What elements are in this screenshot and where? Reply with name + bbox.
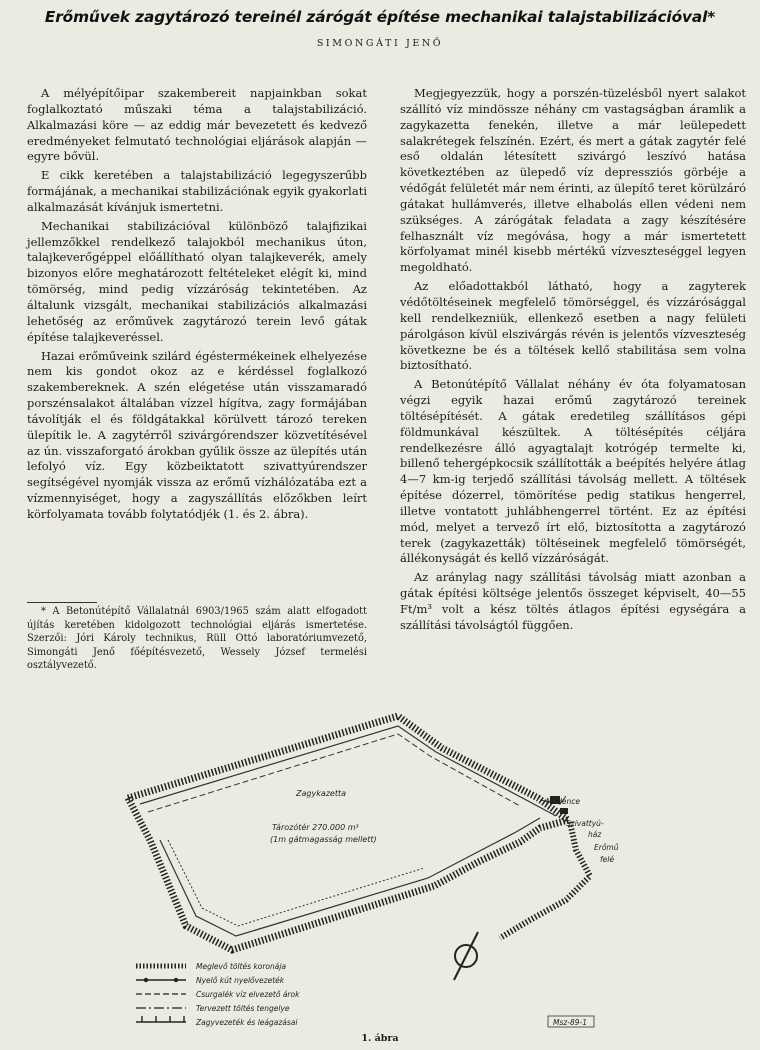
legend-item: Tervezett töltés tengelye (196, 1004, 290, 1013)
footnote-text: * A Betonútépítő Vállalatnál 6903/1965 szám alatt elfogadott újítás keretében kidolgozott technológiai eljárás ismertetése. Szerzői: Jóri Károly technikus, Rüll Ottó laboratóriumvezető, Simongáti Jenő főépítésvezető, Wessely József termelési osztályvezető. (27, 606, 367, 672)
north-arrow-icon (454, 932, 478, 980)
label-szivattyuhaz: Szivattyú- (566, 819, 604, 828)
pump-house-marker (560, 808, 568, 814)
paragraph: Megjegyezzük, hogy a porszén-tüzelésből nyert salakot szállító víz mindössze néhány cm vastagságban áramlik a zagykazetta fenekén, illetve a már leülepedett salakrétegek felszínén. Ezért, és mert a gátak zagytér felé eső oldalán létesített szivárgó leszívó hatása következtében az ülepedő víz depressziós görbéje a védőgát felületét már nem érinti, az ülepítő teret körülzáró gátakat hullámverés, illetve elhabolás ellen védeni nem szükséges. A zárógátak feladata a zagy készítésére felhasznált víz megóvása, hogy a már ismertetett körfolyamat minél kisebb mértékű vízveszteséggel legyen megoldható. (400, 86, 746, 275)
embankment-crest (128, 716, 590, 950)
legend-item: Nyelő kút nyelővezeték (196, 976, 285, 985)
label-eromu: Erőmű (594, 843, 619, 852)
label-tarozoter: Tározótér 270.000 m³ (272, 823, 359, 832)
label-gatmagassag: (1m gátmagasság mellett) (270, 835, 377, 844)
footnote-rule (27, 602, 97, 603)
paragraph: Mechanikai stabilizációval különböző talajfizikai jellemzőkkel rendelkező talajokból mechanikus úton, talajkeverőgéppel előállítható olyan talajkeverék, amely bizonyos előre meghatározott feltételeket elégít ki, mind tömörség, mind pedig vízzáróság tekintetében. Az általunk vizsgált, mechanikai stabilizációs alkalmazási lehetőség az erőművek zagytározó terein levő gátak építése talajkeveréssel. (27, 218, 367, 344)
plan-labels (270, 789, 619, 864)
legend-item: Meglevő töltés koronája (196, 962, 287, 971)
paragraph: Az aránylag nagy szállítási távolság miatt azonban a gátak építési költsége jelentős összeget képviselt, 40—55 Ft/m³ volt a kész töltés átlagos építési egységára a szállítási távolságtól függően. (400, 570, 746, 632)
footnote (27, 602, 367, 673)
paragraph: A Betonútépítő Vállalat néhány év óta folyamatosan végzi egyik hazai erőmű zagytározó tereinek töltésépítését. A gátak eredetileg szállításos gépi földmunkával készültek. A töltésépítés céljára rendelkezésre álló agyagtalajt kotrógép termelte ki, billenő tehergépkocsik szállították a beépítés helyére átlag 4—7 km-ig terjedő szállítási távolság mellett. A töltések építése dózerrel, tömörítése pedig statikus hengerrel, illetve vontatott juhlábhengerrel történt. Ez az építési mód, melyet a tervező írt elő, biztosította a zagytározó terek (zagykazetták) töltéseinek megfelelő tömörségét, állékonyságát és kellő vízzáróságát. (400, 377, 746, 566)
stamp-text: Msz-89-1 (553, 1018, 588, 1027)
article-title: Erőművek zagytározó tereinél zárógát építése mechanikai talajstabilizációval* (44, 8, 716, 26)
label-haz: ház (588, 830, 602, 839)
article-author: SIMONGÁTI JENŐ (316, 38, 444, 49)
paragraph: A mélyépítőipar szakembereit napjainkban sokat foglalkoztató műszaki téma a talajstabilizáció. Alkalmazási köre — az eddig már bevezetett és kedvező eredményeket felmutató technológiai eljárások alapján — egyre bővül. (27, 86, 367, 164)
legend-item: Csurgalék víz elvezető árok (196, 990, 300, 999)
figure-caption: 1. ábra (361, 1033, 399, 1044)
site-plan-figure (0, 700, 760, 1040)
label-medence: Medence (546, 797, 580, 806)
figure-legend (136, 962, 300, 1027)
paragraph: E cikk keretében a talajstabilizáció legegyszerűbb formájának, a mechanikai stabilizációnak egyik gyakorlati alkalmazását kívánjuk ismertetni. (27, 168, 367, 214)
label-zagykazetta: Zagykazetta (296, 789, 347, 798)
right-column (400, 86, 746, 637)
legend-item: Zagyvezeték és leágazásai (196, 1018, 298, 1027)
left-column (27, 86, 367, 526)
paragraph: Hazai erőműveink szilárd égéstermékeinek elhelyezése nem kis gondot okoz az e kérdéssel foglalkozó szakembereknek. A szén elégetése után visszamaradó porszénsalakot általában vízzel hígítva, zagy formájában távolítják el és földgátakkal körülvett tározó tereken ülepítik le. A zagytérről szivárgórendszer közvetítésével az ún. visszaforgató árokban gyűlik össze az ülepítés után lefolyó víz. Egy közbeiktatott szivattyúrendszer segítségével nyomják vissza az erőmű vízhálózatába ezt a vízmennyiséget, hogy a zagyszállítás előzőkben leírt körfolyamata tovább folytatódjék (1. és 2. ábra). (27, 348, 367, 521)
paragraph: Az előadottakból látható, hogy a zagyterek védőtöltéseinek megfelelő tömörséggel, és vízzárósággal kell rendelkezniük, ellenkező esetben a nagy felületi párolgáson kívül elszivárgás révén is jelentős vízveszteség következne be és a töltések kellő stabilitása sem volna biztosítható. (400, 279, 746, 373)
label-fele: felé (600, 855, 614, 864)
legend-symbol (136, 1016, 186, 1022)
